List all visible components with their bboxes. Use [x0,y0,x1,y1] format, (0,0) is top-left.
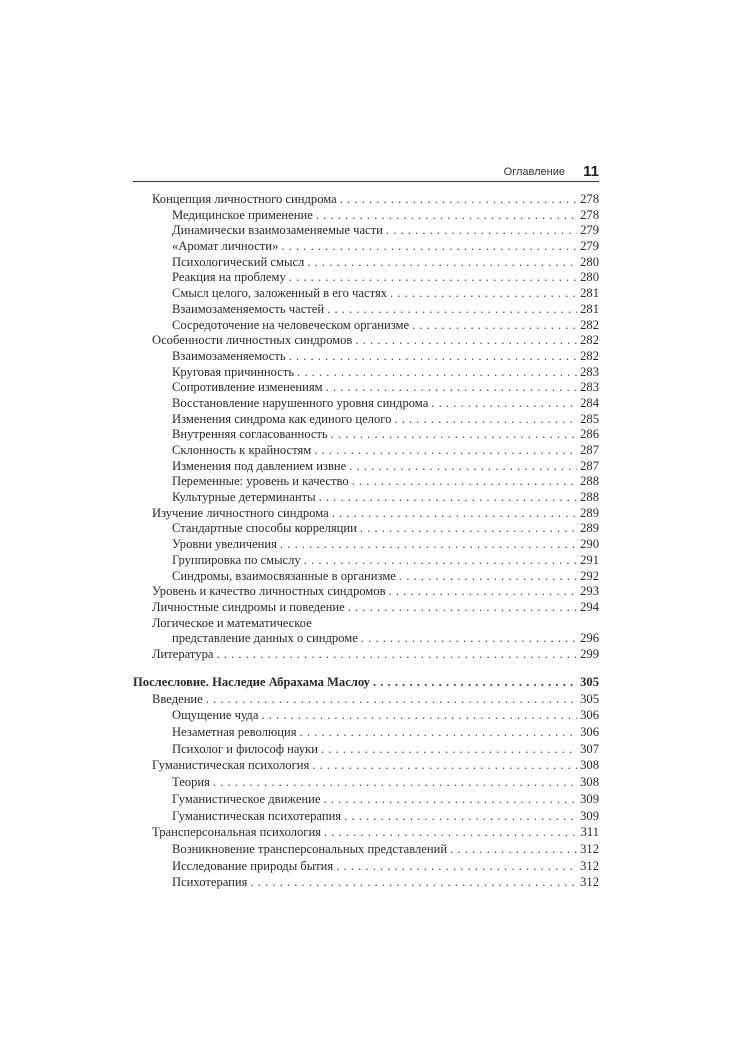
toc-entry[interactable] [133,412,599,428]
dot-leader [360,521,577,536]
dot-leader [312,758,577,773]
dot-leader [213,775,577,790]
toc-entry-title: Гуманистическая психотерапия [172,808,342,823]
toc-entry-title: Изменения синдрома как единого целого [172,411,392,426]
dot-leader [389,584,578,599]
toc-entry-title: Трансперсональная психология [152,825,321,840]
toc-entry-title: Личностные синдромы и поведение [152,599,345,614]
toc-entry-title: Теория [172,775,210,790]
toc-entry[interactable] [133,631,599,647]
dot-leader [386,223,577,238]
dot-leader [361,631,577,646]
page-number: 11 [583,163,599,180]
running-header [133,164,599,182]
toc-entry-title: Смысл целого, заложенный в его частях [172,286,388,301]
toc-entry-title: Синдромы, взаимосвязанные в организме [172,568,396,583]
toc-entry[interactable] [133,443,599,459]
toc-entry[interactable] [133,537,599,553]
toc-entry-page: 293 [580,584,599,599]
dot-leader [390,286,577,301]
toc-entry-title: Восстановление нарушенного уровня синдрома [172,395,429,410]
toc-entry[interactable] [133,600,599,616]
toc-entry-title: Взаимозаменяемость [172,348,286,363]
toc-entry-title: Психолог и философ науки [172,741,318,756]
toc-entry-title: Возникновение трансперсональных представлений [172,841,448,856]
dot-leader [289,270,577,285]
toc-entry[interactable] [133,842,599,859]
dot-leader [348,600,577,615]
toc-entry-title: Концепция личностного синдрома [152,192,337,206]
toc-entry-title: Культурные детерминанты [172,490,316,505]
dot-leader [307,255,577,270]
dot-leader [394,412,577,427]
toc-entry-title: Круговая причинность [172,364,295,379]
toc-entry-title: Логическое и математическое [152,615,312,630]
toc-entry[interactable] [133,490,599,506]
toc-entry[interactable] [133,239,599,255]
toc-entry-page: 287 [580,458,599,473]
toc-entry[interactable] [133,647,599,663]
dot-leader [281,239,577,254]
toc-entry-page: 308 [580,758,599,773]
dot-leader [352,474,577,489]
toc-entry-page: 312 [580,875,599,890]
toc-entry-page: 306 [580,725,599,740]
toc-entry-title: Ощущение чуда [172,708,259,723]
toc-entry[interactable] [133,584,599,600]
dot-leader [280,537,577,552]
toc-entry[interactable] [133,333,599,349]
dot-leader [373,675,577,690]
toc-entry[interactable] [133,521,599,537]
toc-entry-page: 286 [580,427,599,442]
toc-entry-title: представление данных о синдроме [172,631,358,646]
toc-entry-page: 279 [580,223,599,238]
toc-entry-page: 305 [580,691,599,706]
table-of-contents-main [133,192,599,663]
toc-entry-page: 305 [580,675,599,689]
toc-entry-title: Динамически взаимозаменяемые части [172,223,383,238]
dot-leader [355,333,577,348]
toc-entry[interactable] [133,859,599,876]
toc-entry[interactable] [133,742,599,759]
toc-entry-title: Послесловие. Наследие Абрахама Маслоу [133,675,370,689]
toc-entry-title: Психотерапия [172,875,248,890]
toc-entry[interactable] [133,302,599,318]
toc-entry[interactable] [133,506,599,522]
dot-leader [297,365,577,380]
toc-entry[interactable] [133,427,599,443]
toc-entry-title: Внутренняя согласованность [172,427,328,442]
toc-entry[interactable] [133,675,599,692]
toc-entry-page: 282 [580,333,599,348]
toc-entry-page: 287 [580,443,599,457]
dot-leader [250,875,577,890]
toc-entry-page: 309 [580,791,599,806]
dot-leader [336,859,577,874]
toc-entry-page: 312 [580,858,599,873]
dot-leader [316,208,577,223]
toc-entry-page: 278 [580,207,599,222]
toc-entry-page: 306 [580,708,599,723]
dot-leader [261,708,577,723]
dot-leader [331,427,577,442]
toc-entry[interactable] [133,708,599,725]
toc-entry-title: Стандартные способы корреляции [172,521,357,536]
toc-entry-page: 291 [580,552,599,567]
toc-entry-title: Сосредоточение на человеческом организме [172,317,410,332]
toc-entry-page: 285 [580,411,599,426]
toc-entry[interactable] [133,396,599,412]
toc-entry-page: 278 [580,192,599,206]
toc-entry-page: 281 [580,301,599,316]
toc-entry[interactable] [133,809,599,826]
toc-entry[interactable] [133,692,599,709]
toc-entry-title: Введение [152,691,203,706]
toc-entry-page: 290 [580,537,599,552]
toc-entry[interactable] [133,553,599,569]
toc-entry[interactable] [133,474,599,490]
dot-leader [319,490,578,505]
toc-entry-page: 299 [580,646,599,661]
dot-leader [399,569,577,584]
toc-entry-title: «Аромат личности» [172,239,279,254]
toc-entry[interactable] [133,286,599,302]
toc-entry[interactable] [133,270,599,286]
dot-leader [327,302,577,317]
toc-entry[interactable] [133,349,599,365]
toc-entry-title: Изучение личностного синдрома [152,505,329,520]
toc-entry[interactable] [133,792,599,809]
toc-entry-page: 289 [580,521,599,536]
toc-entry-title: Исследование природы бытия [172,858,334,873]
toc-entry-page: 280 [580,254,599,269]
dot-leader [206,692,577,707]
toc-entry[interactable] [133,875,599,892]
toc-entry-page: 283 [580,380,599,395]
toc-entry-title: Незаметная революция [172,725,297,740]
toc-entry-page: 294 [580,599,599,614]
toc-entry[interactable] [133,365,599,381]
toc-entry-page: 309 [580,808,599,823]
dot-leader [216,647,577,662]
toc-entry[interactable] [133,459,599,475]
toc-entry-page: 312 [580,841,599,856]
toc-entry[interactable] [133,569,599,585]
dot-leader [450,842,577,857]
toc-entry-page: 308 [580,775,599,790]
toc-entry-page: 284 [580,395,599,410]
toc-entry-title: Сопротивление изменениям [172,380,323,395]
toc-entry-page: 288 [580,490,599,505]
dot-leader [349,459,577,474]
toc-entry[interactable] [133,255,599,271]
dot-leader [431,396,577,411]
toc-entry[interactable] [133,825,599,842]
toc-entry-page: 288 [580,474,599,489]
toc-entry-page: 311 [580,825,599,840]
toc-entry-page: 279 [580,239,599,254]
toc-entry[interactable] [133,318,599,334]
dot-leader [304,553,577,568]
dot-leader [321,742,577,757]
toc-entry[interactable] [133,192,599,208]
toc-entry[interactable] [133,208,599,224]
toc-entry[interactable] [133,616,599,632]
dot-leader [344,809,577,824]
toc-entry-title: Гуманистическая психология [152,758,310,773]
dot-leader [412,318,577,333]
table-of-contents-afterword [133,675,599,892]
toc-entry-page: 307 [580,741,599,756]
dot-leader [289,349,577,364]
toc-entry-title: Литература [152,646,214,661]
toc-entry-title: Группировка по смыслу [172,552,301,567]
toc-entry-page: 292 [580,568,599,583]
toc-entry[interactable] [133,725,599,742]
toc-entry-title: Переменные: уровень и качество [172,474,349,489]
toc-entry-page: 283 [580,364,599,379]
toc-entry-title: Склонность к крайностям [172,443,312,457]
toc-entry-page: 296 [580,631,599,646]
dot-leader [300,725,578,740]
toc-entry-page: 280 [580,270,599,285]
toc-entry[interactable] [133,775,599,792]
toc-entry-page: 281 [580,286,599,301]
toc-entry-title: Психологический смысл [172,254,305,269]
toc-entry-page: 289 [580,505,599,520]
toc-entry-title: Уровень и качество личностных синдромов [152,584,386,599]
toc-entry-title: Гуманистическое движение [172,791,321,806]
toc-entry-title: Медицинское применение [172,207,313,222]
toc-entry-title: Изменения под давлением извне [172,458,347,473]
dot-leader [332,506,577,521]
dot-leader [324,792,578,807]
dot-leader [324,825,578,840]
toc-entry-page: 282 [580,317,599,332]
toc-entry[interactable] [133,758,599,775]
dot-leader [314,443,577,458]
toc-entry[interactable] [133,380,599,396]
toc-entry-title: Взаимозаменяемость частей [172,301,325,316]
dot-leader [326,380,577,395]
dot-leader [340,192,577,207]
toc-entry[interactable] [133,223,599,239]
running-header-title: Оглавление [503,166,565,178]
toc-entry-page: 282 [580,348,599,363]
toc-entry-title: Особенности личностных синдромов [152,333,353,348]
toc-entry-title: Уровни увеличения [172,537,277,552]
toc-entry-title: Реакция на проблему [172,270,286,285]
